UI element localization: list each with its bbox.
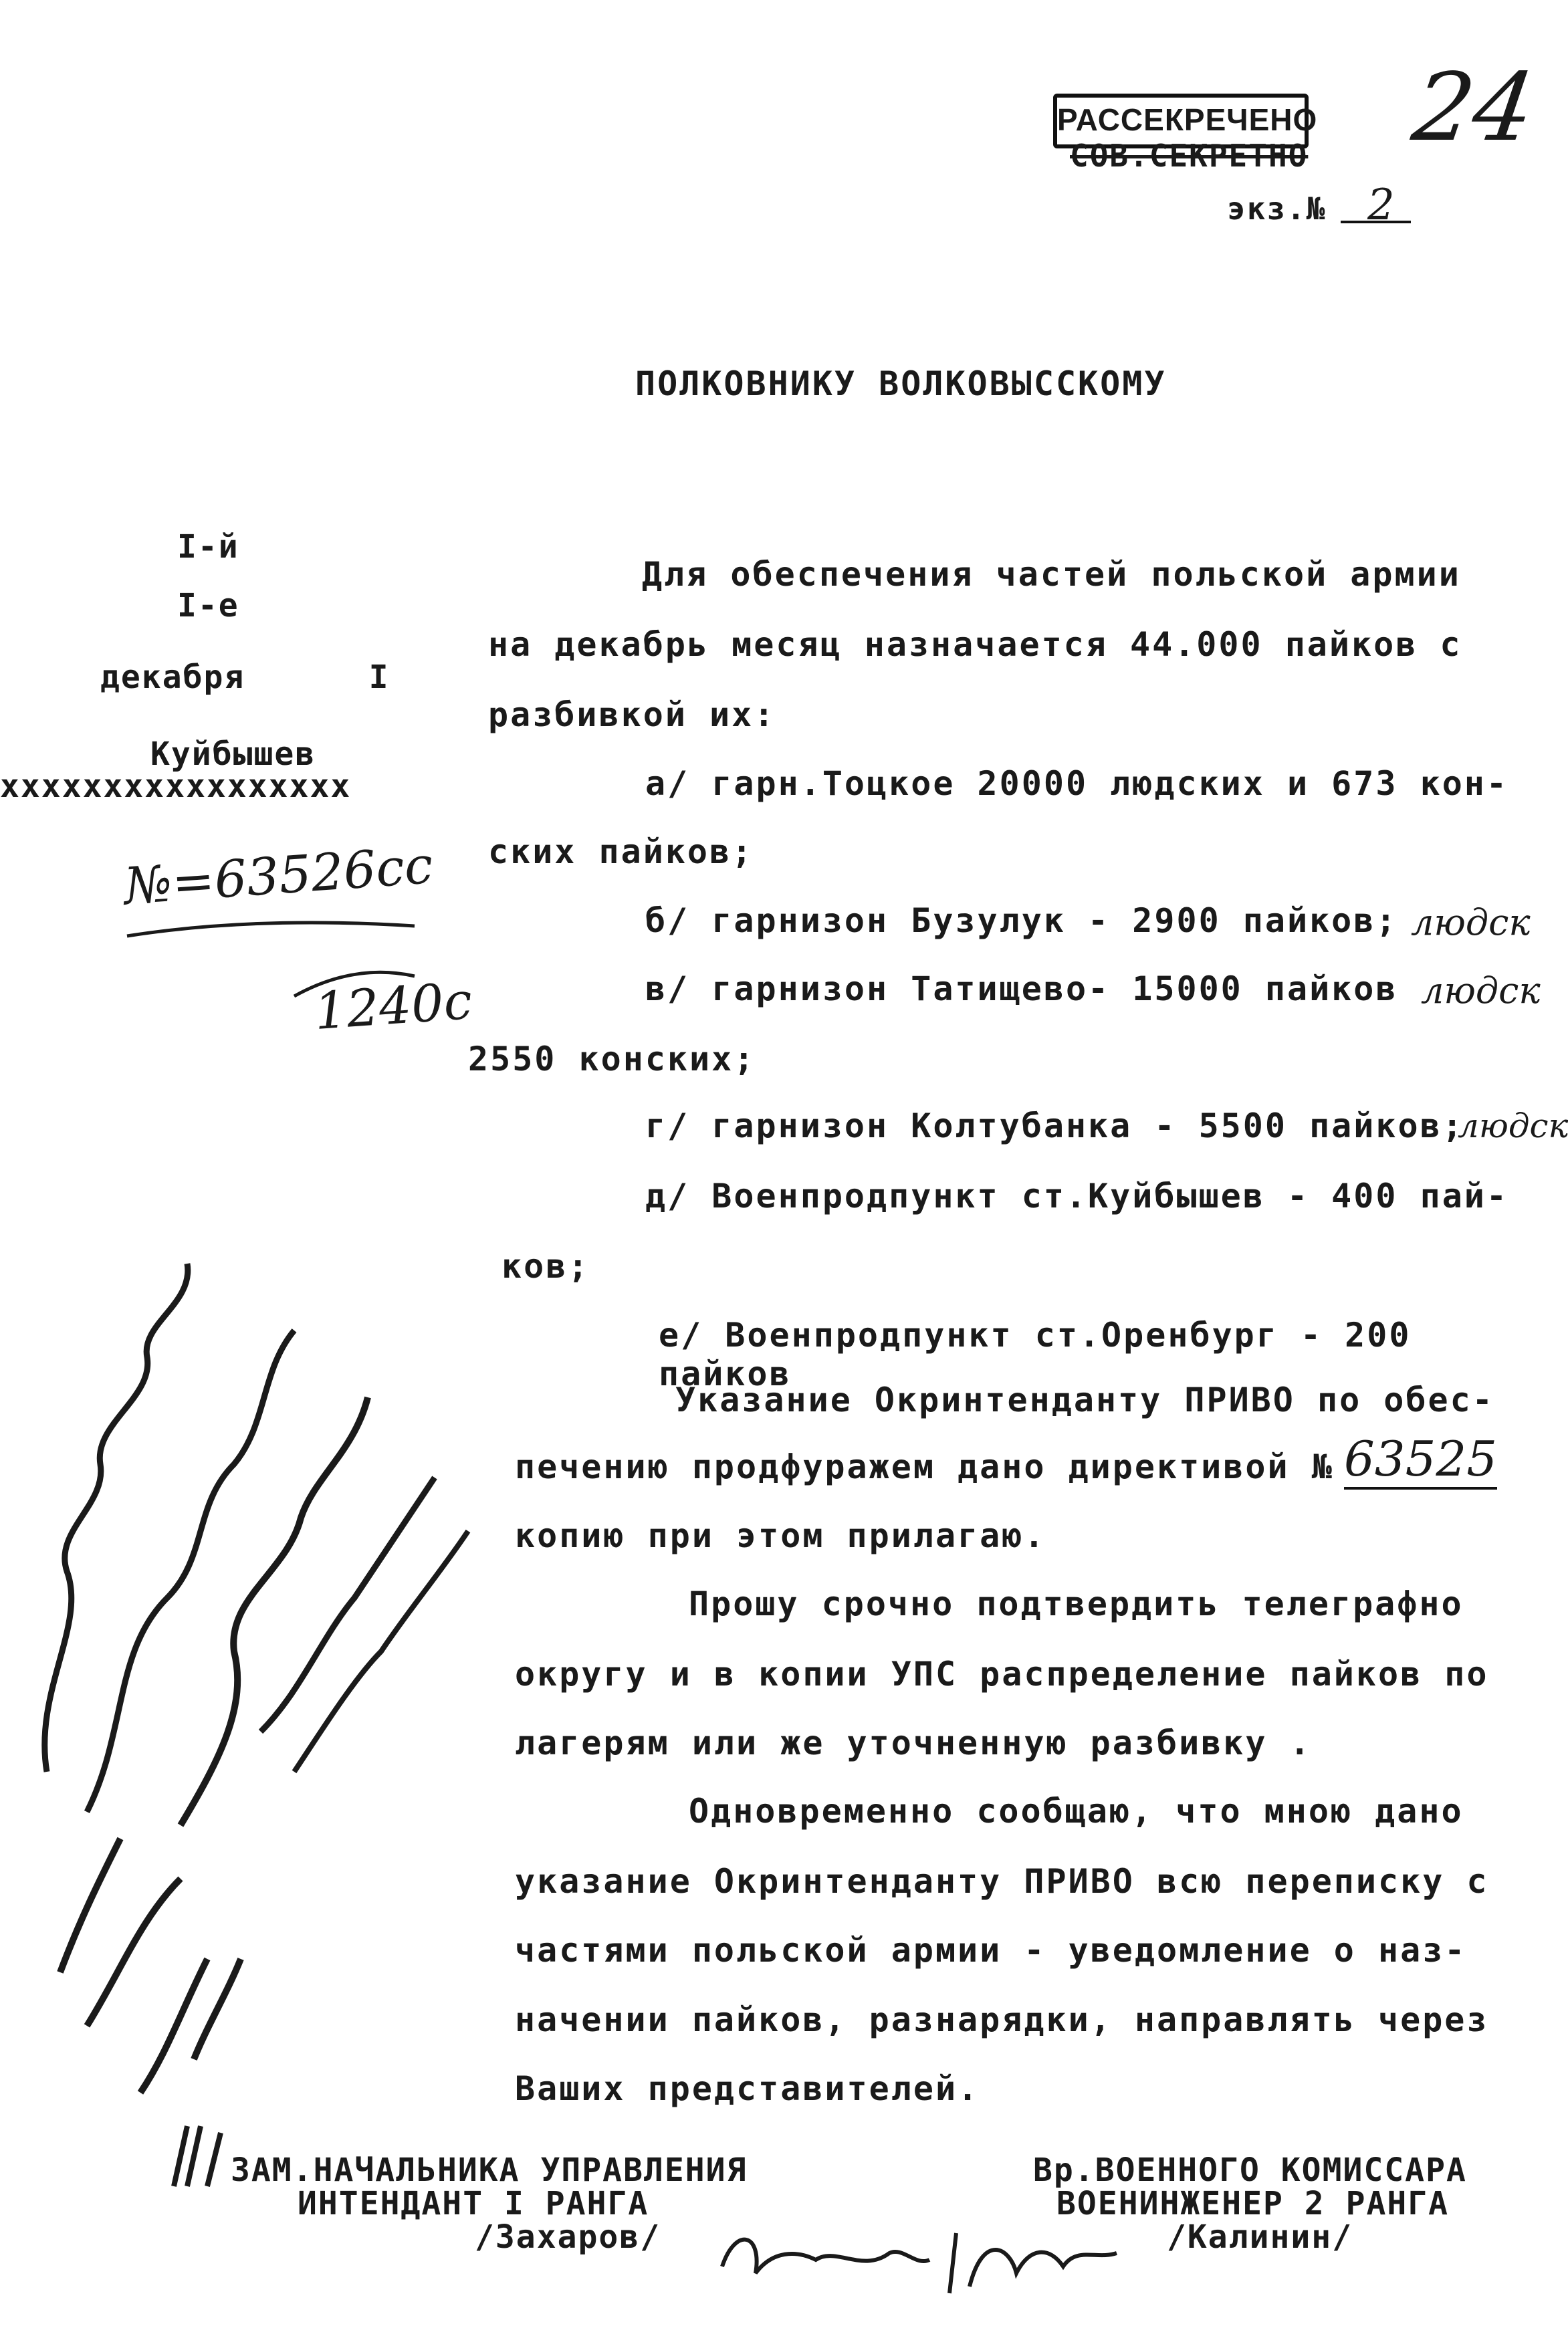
left-signatory-title: ЗАМ.НАЧАЛЬНИКА УПРАВЛЕНИЯ <box>231 2151 748 2189</box>
right-signatory-rank: ВОЕНИНЖЕНЕР 2 РАНГА <box>1056 2185 1450 2222</box>
margin-line-5: xxxxxxxxxxxxxxxxx <box>0 768 352 805</box>
handwritten-note-b: людск <box>1411 901 1531 943</box>
margin-line-1: I-й <box>177 528 239 566</box>
body-line-10: д/ Военпродпункт ст.Куйбышев - 400 пай- <box>645 1177 1508 1215</box>
handwritten-resolution <box>7 1224 488 2213</box>
body-line-11: ков; <box>501 1247 590 1286</box>
left-signatory-name: /Захаров/ <box>475 2218 661 2256</box>
body-line-2: на декабрь месяц назначается 44.000 пайков с <box>488 625 1462 664</box>
body-line-14: печению продфуражем дано директивой № <box>515 1447 1334 1486</box>
right-signatory-title: Вр.ВОЕННОГО КОМИССАРА <box>1033 2151 1467 2189</box>
directive-number: 63525 <box>1344 1431 1497 1490</box>
body-line-12: е/ Военпродпункт ст.Оренбург - 200 пайков <box>659 1316 1412 1393</box>
copy-number: 2 <box>1367 181 1395 230</box>
body-line-4: а/ гарн.Тоцкое 20000 людских и 673 кон- <box>645 764 1508 803</box>
addressee: ПОЛКОВНИКУ ВОЛКОВЫССКОМУ <box>635 364 1167 403</box>
body-line-18: лагерям или же уточненную разбивку . <box>515 1724 1312 1762</box>
handwritten-note-g: людск <box>1458 1107 1568 1145</box>
body-line-3: разбивкой их: <box>488 695 776 734</box>
registration-number-2: 1240с <box>312 970 474 1042</box>
registration-number: №=63526сс <box>122 834 435 917</box>
body-line-23: Ваших представителей. <box>515 2069 980 2108</box>
left-signatory-rank: ИНТЕНДАНТ I РАНГА <box>298 2185 649 2222</box>
body-line-7: в/ гарнизон Татищево- 15000 пайков <box>645 969 1398 1008</box>
margin-underline-strokes <box>120 909 428 1016</box>
body-line-22: начении пайков, разнарядки, направлять через <box>515 2000 1489 2039</box>
body-line-1: Для обеспечения частей польской армии <box>642 555 1461 594</box>
body-line-21: частями польской армии - уведомление о наз- <box>515 1931 1467 1970</box>
body-line-19: Одновременно сообщаю, что мною дано <box>689 1792 1464 1831</box>
margin-line-3: декабря I <box>100 659 390 696</box>
margin-line-2: I-е <box>177 587 239 624</box>
handwritten-note-v: людск <box>1421 969 1541 1012</box>
copy-label: экз.№ <box>1227 191 1327 227</box>
body-line-9: г/ гарнизон Колтубанка - 5500 пайков; <box>645 1107 1464 1145</box>
body-line-16: Прошу срочно подтвердить телеграфно <box>689 1585 1464 1623</box>
body-line-6: б/ гарнизон Бузулук - 2900 пайков; <box>645 901 1398 940</box>
body-line-13: Указание Окринтенданту ПРИВО по обес- <box>675 1381 1494 1419</box>
sheet-number: 24 <box>1406 53 1541 162</box>
body-line-20: указание Окринтенданту ПРИВО всю переписку с <box>515 1862 1489 1901</box>
handwritten-signature <box>715 2206 1130 2313</box>
stamp-text: РАССЕКРЕЧЕНО <box>1057 102 1318 137</box>
initials-mark <box>160 2113 241 2200</box>
body-line-15: копию при этом прилагаю. <box>515 1516 1046 1555</box>
classification-mark: СОВ.СЕКРЕТНО <box>1070 138 1309 174</box>
margin-line-4: Куйбышев <box>150 735 316 773</box>
body-line-5: ских пайков; <box>488 832 754 871</box>
body-line-8: 2550 конских; <box>468 1040 756 1078</box>
body-line-17: округу и в копии УПС распределение пайков по <box>515 1655 1489 1694</box>
right-signatory-name: /Калинин/ <box>1167 2218 1353 2256</box>
